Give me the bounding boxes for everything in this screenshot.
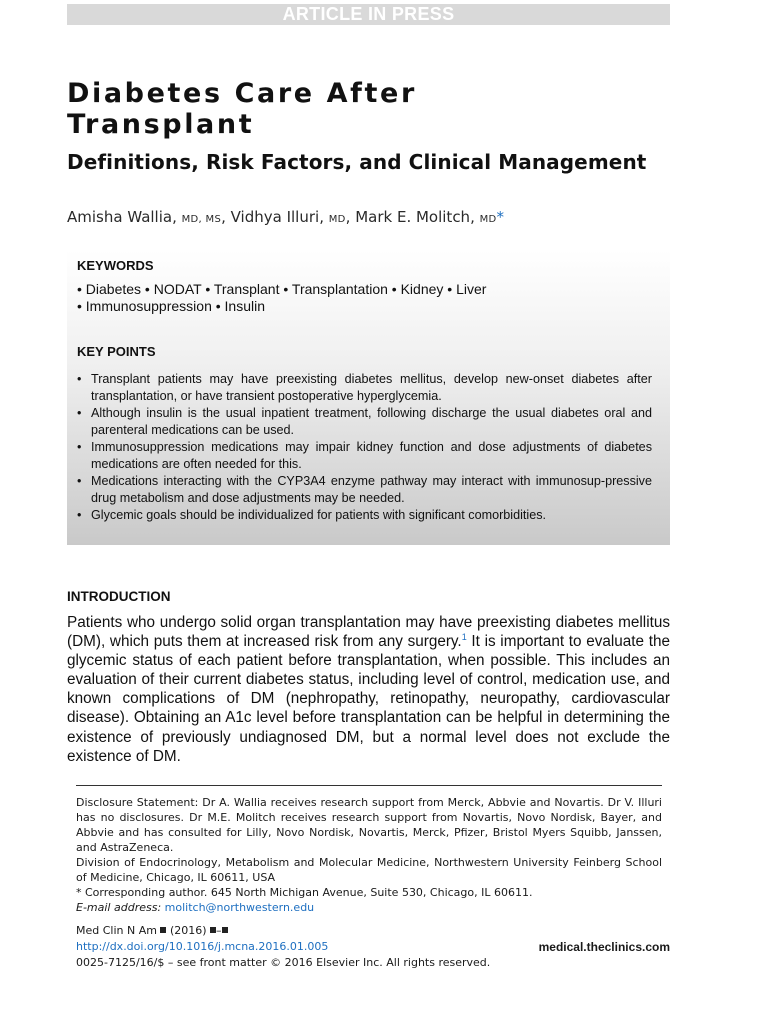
keywords-line: • Diabetes • NODAT • Transplant • Transplantation • Kidney • Liver xyxy=(77,281,487,297)
keywords-keypoints-box xyxy=(67,250,670,545)
citation-line xyxy=(76,923,670,939)
introduction-text: Patients who undergo solid organ transplantation may have preexisting diabetes mellitus (DM), which puts them at increased risk from any surgery. xyxy=(67,614,670,651)
corresponding-author: * Corresponding author. 645 North Michigan Avenue, Suite 530, Chicago, IL 60611. xyxy=(76,886,533,899)
key-point-item: • Transplant patients may have preexisting diabetes mellitus, develop new-onset diabetes after transplantation, or have transient postoperative hyperglycemia. xyxy=(77,371,652,404)
footnote-divider xyxy=(76,785,662,786)
article-title xyxy=(67,78,667,140)
citation-journal: Med Clin N Am xyxy=(76,924,161,937)
doi-line xyxy=(76,939,670,955)
key-point-item: • Immunosuppression medications may impair kidney function and dose adjustments of diabetes medications are often needed for this. xyxy=(77,439,652,472)
citation-dash: – xyxy=(216,924,222,937)
reference-link[interactable]: 1 xyxy=(461,632,467,642)
key-point-item: • Medications interacting with the CYP3A4 enzyme pathway may interact with immunosup-pressive drug metabolism and dose adjustments may be needed. xyxy=(77,473,652,506)
author-degrees: MD xyxy=(479,214,497,225)
email-label: E-mail address: xyxy=(76,901,162,914)
article-title-line1: Diabetes Care After xyxy=(67,78,417,109)
citation-year: (2016) xyxy=(166,924,211,937)
introduction-paragraph xyxy=(67,613,670,766)
keywords-heading: KEYWORDS xyxy=(77,258,154,273)
key-point-item: • Although insulin is the usual inpatient treatment, following discharge the usual diabetes oral and parenteral medications can be used. xyxy=(77,405,652,438)
article-in-press-banner: ARTICLE IN PRESS xyxy=(67,4,670,25)
affiliation: Division of Endocrinology, Metabolism and Molecular Medicine, Northwestern University Feinberg School of Medicine, Chicago, IL 60611, USA xyxy=(76,856,662,884)
article-title-line2: Transplant xyxy=(67,109,255,140)
journal-info xyxy=(76,923,670,971)
author-name: Amisha Wallia, xyxy=(67,208,182,226)
corresponding-author-marker[interactable]: * xyxy=(496,208,505,226)
journal-website[interactable]: medical.theclinics.com xyxy=(538,940,670,954)
author-degrees: MD, MS xyxy=(181,214,222,225)
author-name: , Vidhya Illuri, xyxy=(221,208,329,226)
article-subtitle: Definitions, Risk Factors, and Clinical Management xyxy=(67,150,647,174)
disclosure-statement: Disclosure Statement: Dr A. Wallia receives research support from Merck, Abbvie and Novartis. Dr V. Illuri has no disclosures. Dr M.E. Molitch receives research support from Novartis, Novo Nordisk, Bayer, and Abbvie and has consulted for Lilly, Novo Nordisk, Novartis, Merck, Pfizer, Bristol Myers Squibb, Janssen, and AstraZeneca. xyxy=(76,796,662,854)
author-list xyxy=(67,207,687,230)
email-link[interactable]: molitch@northwestern.edu xyxy=(164,901,315,914)
issn-line: 0025-7125/16/$ – see front matter © 2016 Elsevier Inc. All rights reserved. xyxy=(76,956,491,969)
email-line xyxy=(76,900,662,915)
key-points-heading: KEY POINTS xyxy=(77,344,156,359)
key-points-list xyxy=(77,371,652,525)
key-point-item: • Glycemic goals should be individualized for patients with significant comorbidities. xyxy=(77,507,652,524)
introduction-text: It is important to evaluate the glycemic status of each patient before transplantation, when possible. This includes an evaluation of their current diabetes status, including level of control, medication use, and known complications of DM (nephropathy, retinopathy, neuropathy, cardiovascular disease). Obtaining an A1c level before transplantation can be helpful in determining the existence of previously undiagnosed DM, but a normal level does not exclude the existence of DM. xyxy=(67,633,670,765)
author-degrees: MD xyxy=(328,214,346,225)
introduction-heading: INTRODUCTION xyxy=(67,589,171,604)
keywords-line: • Immunosuppression • Insulin xyxy=(77,298,266,314)
doi-link[interactable]: http://dx.doi.org/10.1016/j.mcna.2016.01.005 xyxy=(76,940,329,953)
placeholder-square-icon xyxy=(222,927,228,933)
author-name: , Mark E. Molitch, xyxy=(345,208,480,226)
footnotes xyxy=(76,795,662,915)
